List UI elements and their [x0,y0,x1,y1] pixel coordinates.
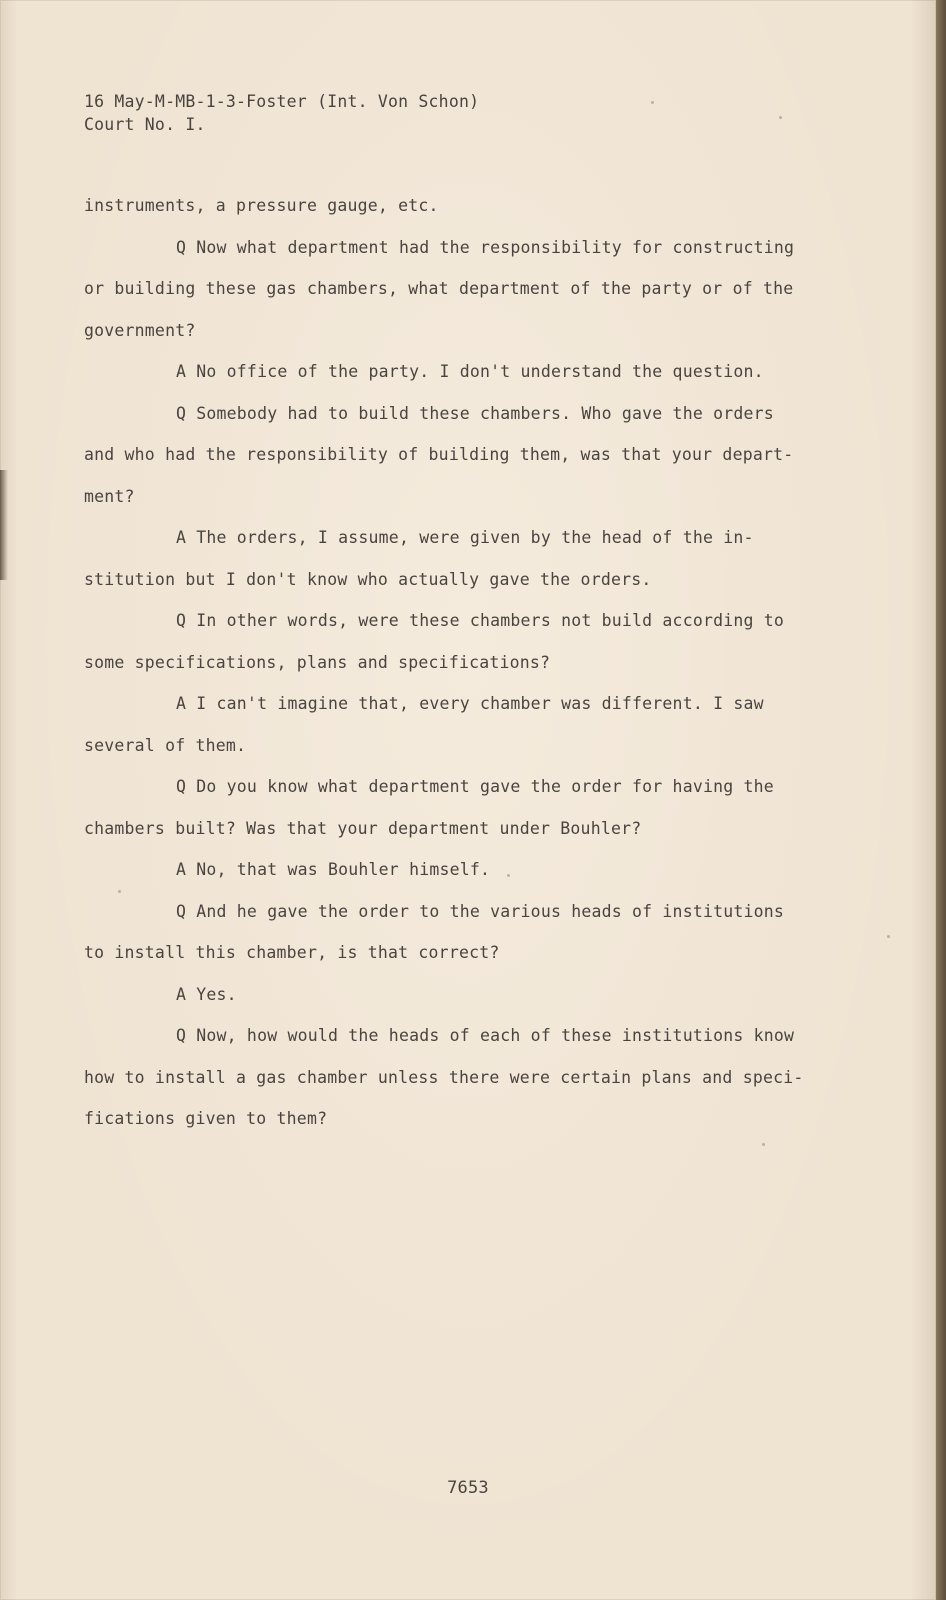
transcript-line: instruments, a pressure gauge, etc. [84,196,439,215]
header-case-reference: 16 May-M-MB-1-3-Foster (Int. Von Schon) [84,92,480,111]
transcript-line-qa: Q Now what department had the responsibility for constructing [176,237,795,257]
paper-speck [651,101,654,104]
transcript-line: ment? [84,486,135,506]
transcript-line: chambers built? Was that your department under Bouhler? [84,818,642,838]
transcript-line-qa: A I can't imagine that, every chamber was different. I saw [176,694,764,713]
transcript-line: and who had the responsibility of building them, was that your depart- [84,445,794,464]
transcript-line: several of them. [84,735,247,755]
paper-speck [762,1143,765,1146]
header-court-number: Court No. I. [84,115,206,134]
transcript-line-qa: Q Now, how would the heads of each of these institutions know [176,1026,795,1045]
transcript-line: stitution but I don't know who actually gave the orders. [84,569,652,589]
transcript-line-qa: A Yes. [176,984,237,1004]
paper-speck [507,874,510,877]
binding-edge-mark [0,470,8,580]
transcript-line-qa: Q In other words, were these chambers not build according to [176,611,785,630]
transcript-line-qa: Q And he gave the order to the various heads of institutions [176,901,785,921]
page-edge-shadow [936,0,946,1600]
paper-speck [779,116,782,119]
paper-speck [118,890,121,893]
transcript-line: some specifications, plans and specifications? [84,652,551,672]
transcript-line-qa: A No office of the party. I don't understand the question. [176,362,764,381]
transcript-body [84,192,824,1147]
transcript-line-qa: A No, that was Bouhler himself. [176,860,491,879]
transcript-line-qa: A The orders, I assume, were given by the head of the in- [176,528,754,547]
transcript-line: government? [84,320,196,340]
transcript-line: to install this chamber, is that correct? [84,943,500,962]
transcript-line: fications given to them? [84,1109,328,1128]
transcript-line: how to install a gas chamber unless there were certain plans and speci- [84,1067,804,1087]
paper-speck [887,935,890,938]
document-header [84,90,479,136]
transcript-line: or building these gas chambers, what department of the party or of the [84,279,794,298]
transcript-line-qa: Q Do you know what department gave the order for having the [176,777,774,796]
transcript-line-qa: Q Somebody had to build these chambers. Who gave the orders [176,403,774,423]
page-number: 7653 [447,1478,489,1498]
